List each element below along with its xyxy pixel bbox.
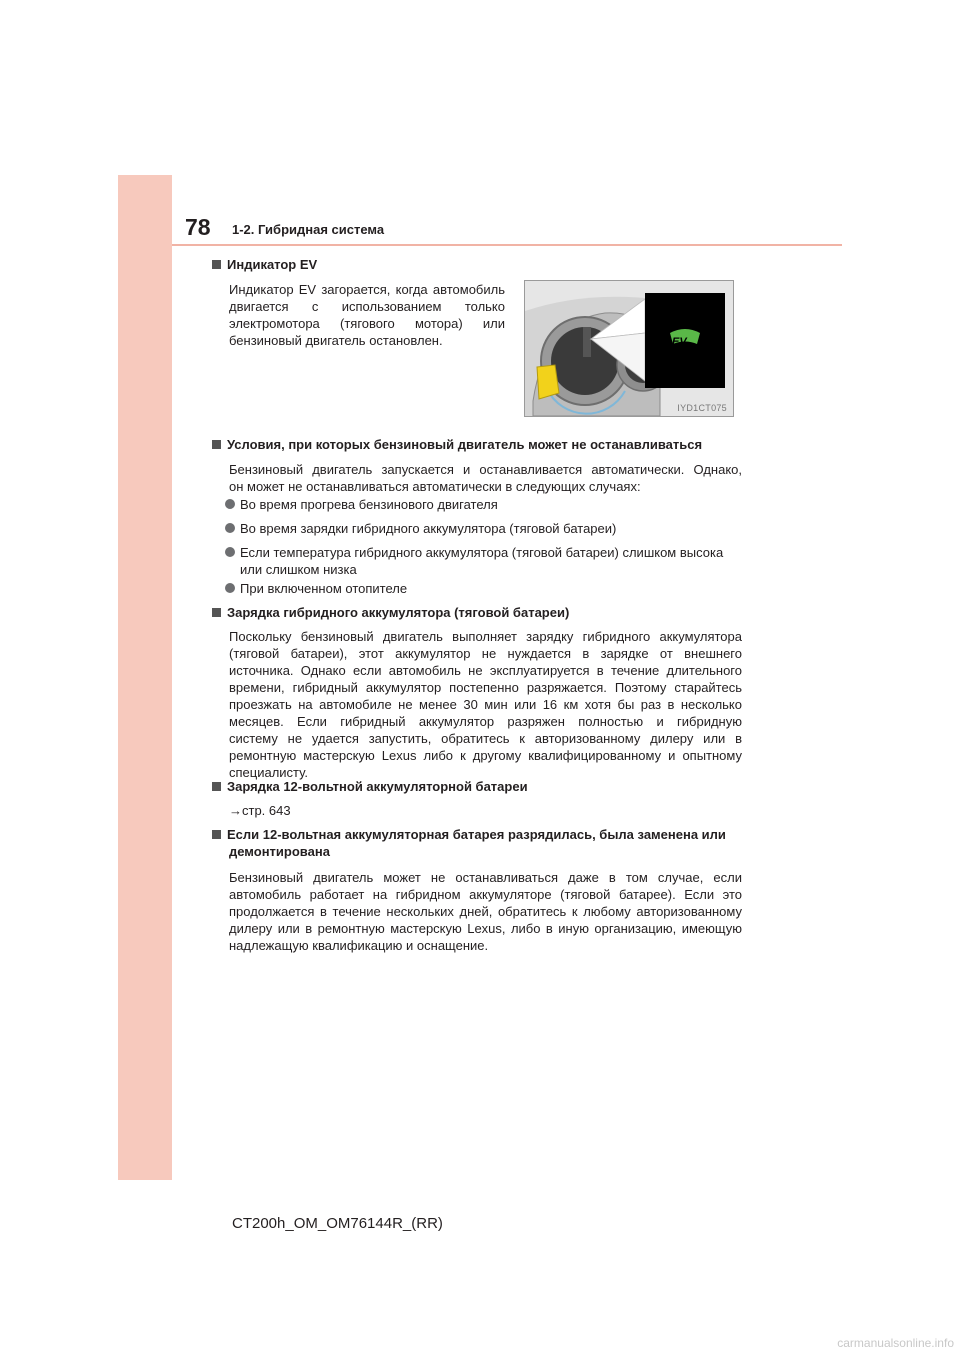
- page-number: 78: [185, 214, 211, 240]
- text-line: Бензиновый двигатель запускается и останавливается автоматически. Однако,: [229, 462, 742, 477]
- document-code: CT200h_OM_OM76144R_(RR): [232, 1215, 443, 1232]
- text-line: систему не удается запустить, обратитесь к авторизованному дилеру или в: [229, 731, 742, 746]
- text-line: Поскольку бензиновый двигатель выполняет зарядку гибридного аккумулятора: [229, 629, 742, 644]
- ev-indicator-text: [229, 281, 505, 349]
- instrument-cluster-illustration: [525, 281, 733, 416]
- text-line: двигается с использованием только: [229, 299, 505, 314]
- section-title: 1-2. Гибридная система: [232, 222, 385, 237]
- conditions-text: [229, 461, 742, 495]
- bullet-dot-icon: [225, 499, 235, 509]
- square-bullet-icon: [212, 260, 221, 269]
- text-line: источника. Однако если автомобиль не эксплуатируется в течение длительного: [229, 663, 742, 678]
- page-reference: →стр. 643: [229, 803, 291, 818]
- heading-12v-charging: Зарядка 12-вольтной аккумуляторной батареи: [212, 778, 528, 795]
- text-line: он может не останавливаться автоматически в следующих случаях:: [229, 479, 641, 494]
- list-item: Во время зарядки гибридного аккумулятора (тяговой батареи): [240, 520, 616, 537]
- heading-12v-discharged: Если 12-вольтная аккумуляторная батарея разрядилась, была заменена или демонтирована: [212, 826, 726, 860]
- heading-ev-indicator: Индикатор EV: [212, 256, 317, 273]
- text-line: времени, гибридный аккумулятор постепенно разряжается. Поэтому старайтесь: [229, 680, 742, 695]
- square-bullet-icon: [212, 608, 221, 617]
- text-line: автомобиль работает на гибридном аккумуляторе (тяговой батарее). Если это: [229, 887, 742, 902]
- text-line: специалисту.: [229, 765, 308, 780]
- bullet-dot-icon: [225, 523, 235, 533]
- list-item: Если температура гибридного аккумулятора (тяговой батареи) слишком высока или слишком низка: [240, 544, 723, 578]
- square-bullet-icon: [212, 440, 221, 449]
- square-bullet-icon: [212, 830, 221, 839]
- bullet-dot-icon: [225, 583, 235, 593]
- text-line: (тяговой батареи), этот аккумулятор не нуждается в зарядке от внешнего: [229, 646, 742, 661]
- square-bullet-icon: [212, 782, 221, 791]
- bullet-dot-icon: [225, 547, 235, 557]
- text-line: бензиновый двигатель остановлен.: [229, 333, 443, 348]
- list-item: При включенном отопителе: [240, 580, 407, 597]
- text-line: надлежащую квалификацию и оснащение.: [229, 938, 489, 953]
- text-line: Индикатор EV загорается, когда автомобиль: [229, 282, 505, 297]
- side-color-band: [118, 175, 172, 1180]
- heading-conditions: Условия, при которых бензиновый двигатель может не останавливаться: [212, 436, 702, 453]
- text-line: месяцев. Если гибридный аккумулятор разряжен полностью и гибридную: [229, 714, 742, 729]
- list-item: Во время прогрева бензинового двигателя: [240, 496, 498, 513]
- ev-indicator-figure: [524, 280, 734, 417]
- text-line: Бензиновый двигатель может не останавливаться даже в том случае, если: [229, 870, 742, 885]
- 12v-discharged-text: [229, 869, 742, 954]
- ev-icon-label: EV: [672, 336, 687, 348]
- hybrid-charging-text: [229, 628, 742, 781]
- figure-code: IYD1CT075: [677, 403, 727, 413]
- text-line: проезжать на автомобиле не менее 30 мин или 16 км хотя бы раз в несколько: [229, 697, 742, 712]
- heading-hybrid-charging: Зарядка гибридного аккумулятора (тяговой батареи): [212, 604, 569, 621]
- header-rule: [172, 244, 842, 246]
- text-line: дилеру или в ремонтную мастерскую Lexus, либо в иную организацию, имеющую: [229, 921, 742, 936]
- text-line: продолжается в течение нескольких дней, обратитесь к любому авторизованному: [229, 904, 742, 919]
- watermark: carmanualsonline.info: [837, 1336, 954, 1350]
- text-line: ремонтную мастерскую Lexus либо к другому квалифицированному и опытному: [229, 748, 742, 763]
- text-line: электромотора (тягового мотора) или: [229, 316, 505, 331]
